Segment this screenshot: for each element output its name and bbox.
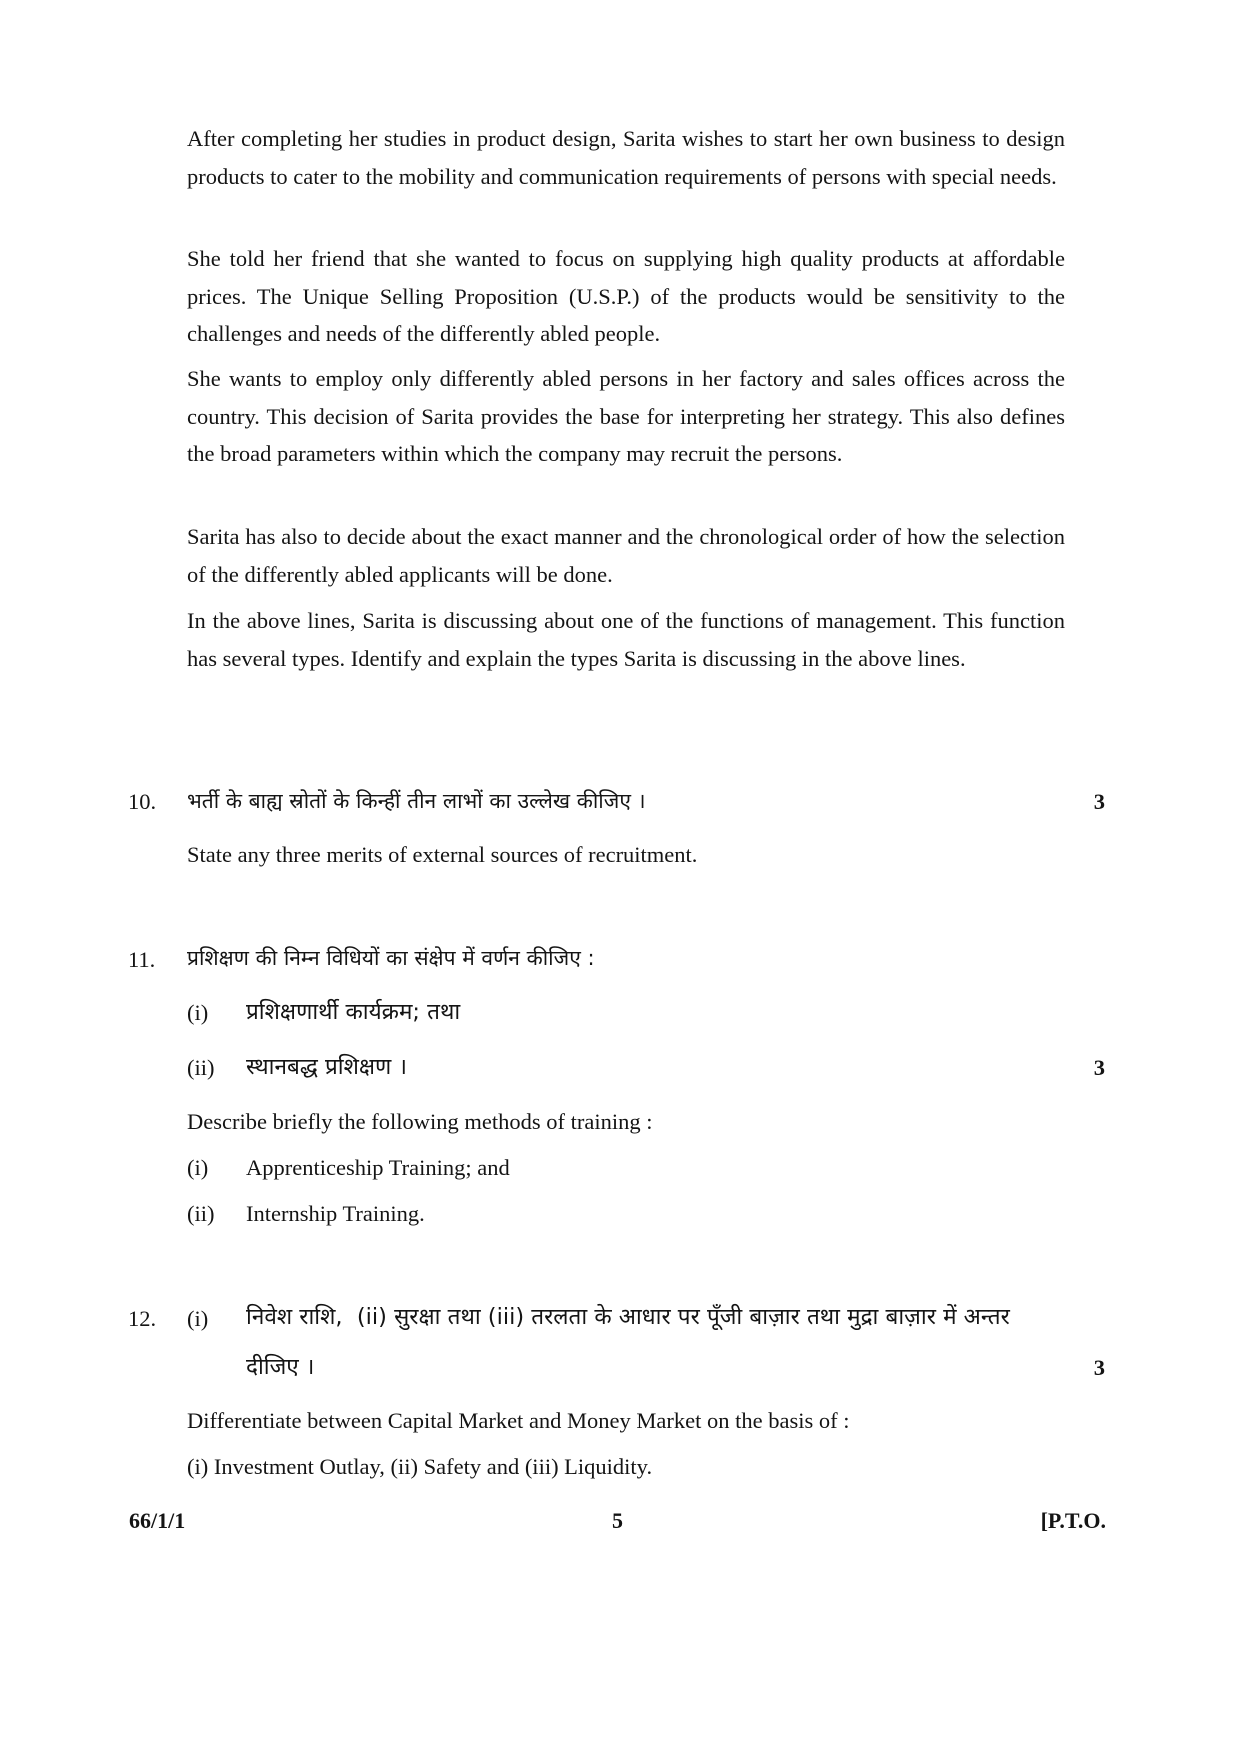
- passage-paragraph-1: After completing her studies in product design, Sarita wishes to start her own business to design products to cater to the mobility and communication requirements of persons with special needs.: [187, 126, 1065, 189]
- paper-code: 66/1/1: [129, 1508, 186, 1533]
- english-item-text: Apprenticeship Training; and: [246, 1155, 510, 1180]
- question-sub-label: (i): [187, 1306, 209, 1331]
- english-item-text: Internship Training.: [246, 1201, 425, 1226]
- please-turn-over: [P.T.O.: [1040, 1508, 1106, 1533]
- english-item-label: (ii): [187, 1201, 215, 1226]
- question-marks: 3: [1093, 1355, 1105, 1380]
- passage-paragraph-3: She wants to employ only differently abled persons in her factory and sales offices across the country. This decision of Sarita provides the base for interpreting her strategy. This also defines the broad parameters within which the company may recruit the persons.: [187, 366, 1065, 466]
- passage-paragraph-2: She told her friend that she wanted to focus on supplying high quality products at affordable prices. The Unique Selling Proposition (U.S.P.) of the products would be sensitivity to the challenges and needs of the differently abled people.: [187, 246, 1065, 346]
- hindi-item-label: (i): [187, 1000, 209, 1025]
- question-marks: 3: [1093, 1055, 1105, 1080]
- passage-paragraph-5: In the above lines, Sarita is discussing about one of the functions of management. This function has several types. Identify and explain the types Sarita is discussing in the above lines.: [187, 608, 1065, 671]
- passage-paragraph-4: Sarita has also to decide about the exact manner and the chronological order of how the selection of the differently abled applicants will be done.: [187, 524, 1065, 587]
- question-marks: 3: [1093, 789, 1105, 814]
- page-number: 5: [612, 1508, 623, 1533]
- question-english-text: Differentiate between Capital Market and Money Market on the basis of :: [187, 1408, 850, 1433]
- question-hindi-text: निवेश राशि, (ii) सुरक्षा तथा (iii) तरलता के आधार पर पूँजी बाज़ार तथा मुद्रा बाज़ार में अन्तर: [246, 1304, 1010, 1330]
- question-hindi-text: भर्ती के बाह्य स्रोतों के किन्हीं तीन लाभों का उल्लेख कीजिए ।: [187, 789, 646, 813]
- question-english-text: Describe briefly the following methods of training :: [187, 1109, 653, 1134]
- english-item-label: (i): [187, 1155, 209, 1180]
- question-english-text: State any three merits of external sources of recruitment.: [187, 842, 698, 867]
- question-number: 10.: [128, 789, 157, 814]
- hindi-item-label: (ii): [187, 1055, 215, 1080]
- question-hindi-text-continued: दीजिए ।: [246, 1354, 315, 1380]
- question-hindi-text: प्रशिक्षण की निम्न विधियों का संक्षेप में वर्णन कीजिए :: [187, 946, 595, 970]
- hindi-item-text: प्रशिक्षणार्थी कार्यक्रम; तथा: [246, 999, 461, 1025]
- hindi-item-text: स्थानबद्ध प्रशिक्षण ।: [246, 1054, 407, 1080]
- question-number: 12.: [128, 1306, 157, 1331]
- question-english-text-continued: (i) Investment Outlay, (ii) Safety and (iii) Liquidity.: [187, 1454, 653, 1479]
- question-number: 11.: [128, 947, 156, 972]
